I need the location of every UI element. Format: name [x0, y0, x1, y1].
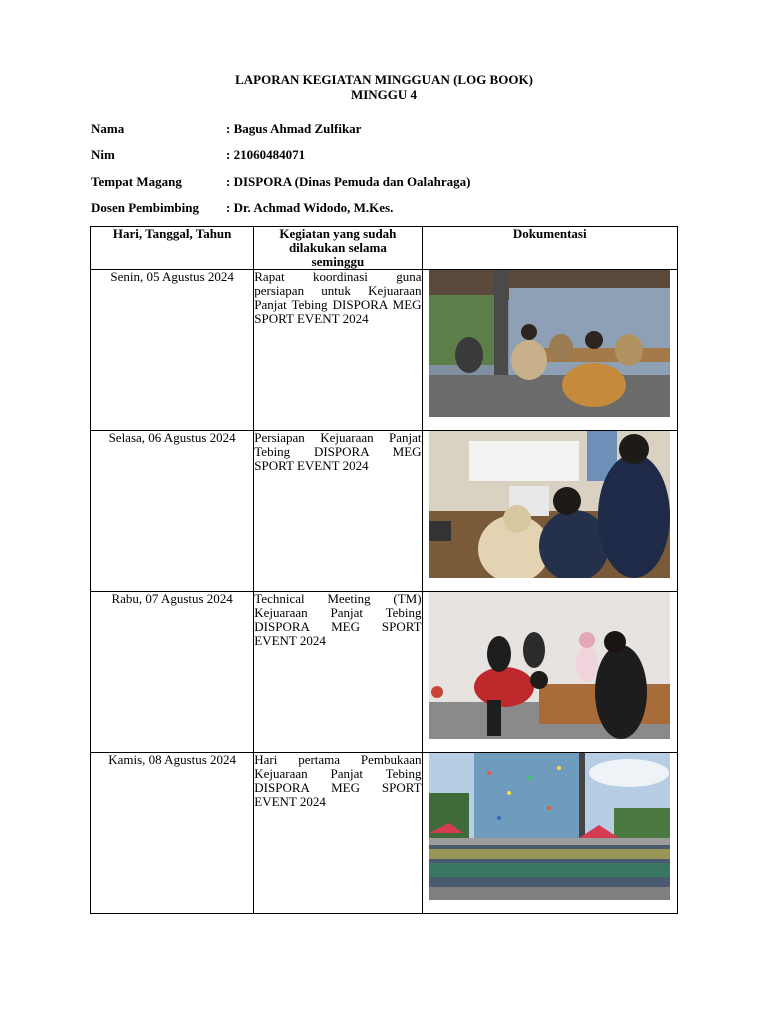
office-preparation-photo: [429, 431, 670, 578]
row-documentation: [422, 270, 677, 431]
name-label: Nama: [91, 121, 125, 136]
header-activity: [254, 227, 422, 270]
table-row: [91, 592, 678, 753]
row-day: Kamis, 08 Agustus 2024: [91, 753, 254, 914]
name-value: : Bagus Ahmad Zulfikar: [226, 121, 362, 136]
supervisor-value: : Dr. Achmad Widodo, M.Kes.: [226, 200, 394, 215]
row-day: Selasa, 06 Agustus 2024: [91, 431, 254, 592]
table-header-row: [91, 227, 678, 270]
row-day: Senin, 05 Agustus 2024: [91, 270, 254, 431]
row-documentation: [422, 592, 677, 753]
row-documentation: [422, 753, 677, 914]
header-day: Hari, Tanggal, Tahun: [91, 227, 254, 270]
table-row: [91, 270, 678, 431]
report-title: [0, 72, 768, 102]
nim-value: : 21060484071: [226, 147, 306, 162]
report-title-line1: LAPORAN KEGIATAN MINGGUAN (LOG BOOK): [235, 72, 533, 87]
row-activity: Hari pertama Pembukaan Kejuaraan Panjat Tebing DISPORA MEG SPORT EVENT 2024: [254, 753, 422, 914]
place-label: Tempat Magang: [91, 174, 182, 189]
header-activity-text: Kegiatan yang sudah dilakukan selama seminggu: [279, 226, 397, 269]
row-activity: Persiapan Kejuaraan Panjat Tebing DISPORA MEG SPORT EVENT 2024: [254, 431, 422, 592]
row-day: Rabu, 07 Agustus 2024: [91, 592, 254, 753]
logbook-table: [90, 226, 678, 914]
supervisor-label: Dosen Pembimbing: [91, 200, 199, 215]
report-title-line2: MINGGU 4: [350, 87, 418, 102]
place-value: : DISPORA (Dinas Pemuda dan Oalahraga): [226, 174, 471, 189]
meeting-photo: [429, 270, 670, 417]
climbing-wall-group-photo: [429, 753, 670, 900]
table-row: [91, 753, 678, 914]
row-documentation: [422, 431, 677, 592]
registration-photo: [429, 592, 670, 739]
row-activity: Rapat koordinasi guna persiapan untuk Kejuaraan Panjat Tebing DISPORA MEG SPORT EVENT 2024: [254, 270, 422, 431]
table-row: [91, 431, 678, 592]
nim-label: Nim: [91, 147, 115, 162]
row-activity: Technical Meeting (TM) Kejuaraan Panjat Tebing DISPORA MEG SPORT EVENT 2024: [254, 592, 422, 753]
header-documentation: Dokumentasi: [422, 227, 677, 270]
